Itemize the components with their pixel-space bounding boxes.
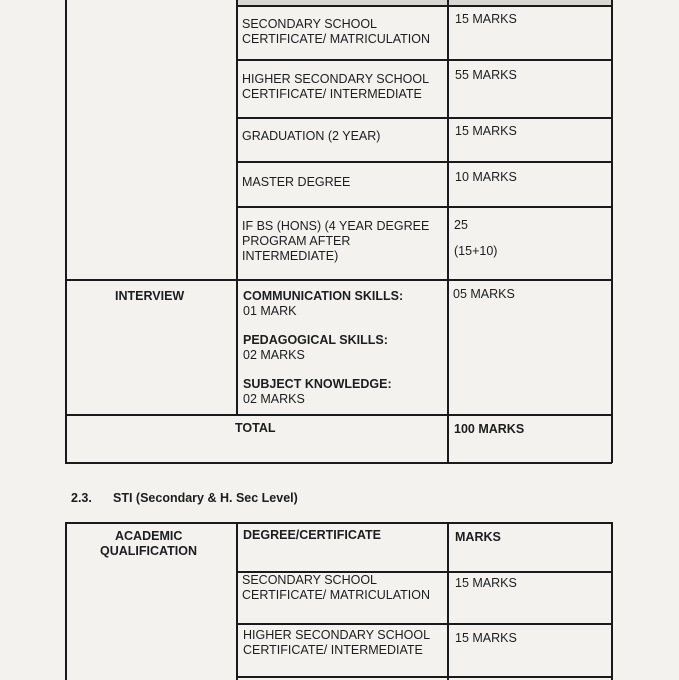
section-number: 2.3.	[71, 491, 92, 505]
header-col2: DEGREE/CERTIFICATE	[243, 528, 381, 542]
row-marks: 55 MARKS	[455, 68, 517, 82]
row-item-line: HIGHER SECONDARY SCHOOL	[242, 72, 430, 86]
header-col1-line: ACADEMIC	[115, 529, 183, 543]
skill-marks: 02 MARKS	[243, 348, 305, 362]
row-marks: 10 MARKS	[455, 170, 517, 184]
row-item-line: MASTER DEGREE	[242, 175, 351, 189]
row-item-line: CERTIFICATE/ MATRICULATION	[242, 32, 430, 46]
skill-name: PEDAGOGICAL SKILLS:	[243, 333, 388, 347]
interview-label: INTERVIEW	[115, 289, 185, 303]
skill-marks: 02 MARKS	[243, 392, 305, 406]
row-item-line: CERTIFICATE/ INTERMEDIATE	[243, 643, 423, 657]
row-item-line: INTERMEDIATE)	[242, 249, 339, 263]
row-marks: 25	[454, 218, 468, 232]
skill-marks: 01 MARK	[243, 304, 297, 318]
row-marks: 15 MARKS	[455, 631, 517, 645]
row-marks-sub: (15+10)	[454, 244, 498, 258]
row-item-line: CERTIFICATE/ INTERMEDIATE	[242, 87, 422, 101]
row-item-line: SECONDARY SCHOOL	[242, 573, 377, 587]
row-marks: 15 MARKS	[455, 124, 517, 138]
total-label: TOTAL	[235, 421, 276, 435]
row-item-line: HIGHER SECONDARY SCHOOL	[243, 628, 431, 642]
total-marks: 100 MARKS	[454, 422, 525, 436]
row-item-line: IF BS (HONS) (4 YEAR DEGREE	[242, 219, 430, 233]
row-item-line: CERTIFICATE/ MATRICULATION	[242, 588, 430, 602]
skill-name: COMMUNICATION SKILLS:	[243, 289, 404, 303]
skill-name: SUBJECT KNOWLEDGE:	[243, 377, 392, 391]
header-col1-line: QUALIFICATION	[100, 544, 197, 558]
row-item-line: PROGRAM AFTER	[242, 234, 351, 248]
header-col3: MARKS	[455, 530, 501, 544]
row-item-line: GRADUATION (2 YEAR)	[242, 129, 381, 143]
row-item-line: SECONDARY SCHOOL	[242, 17, 377, 31]
row-marks: 15 MARKS	[455, 576, 517, 590]
interview-marks: 05 MARKS	[453, 287, 515, 301]
row-marks: 15 MARKS	[455, 12, 517, 26]
section-title: STI (Secondary & H. Sec Level)	[113, 491, 298, 505]
